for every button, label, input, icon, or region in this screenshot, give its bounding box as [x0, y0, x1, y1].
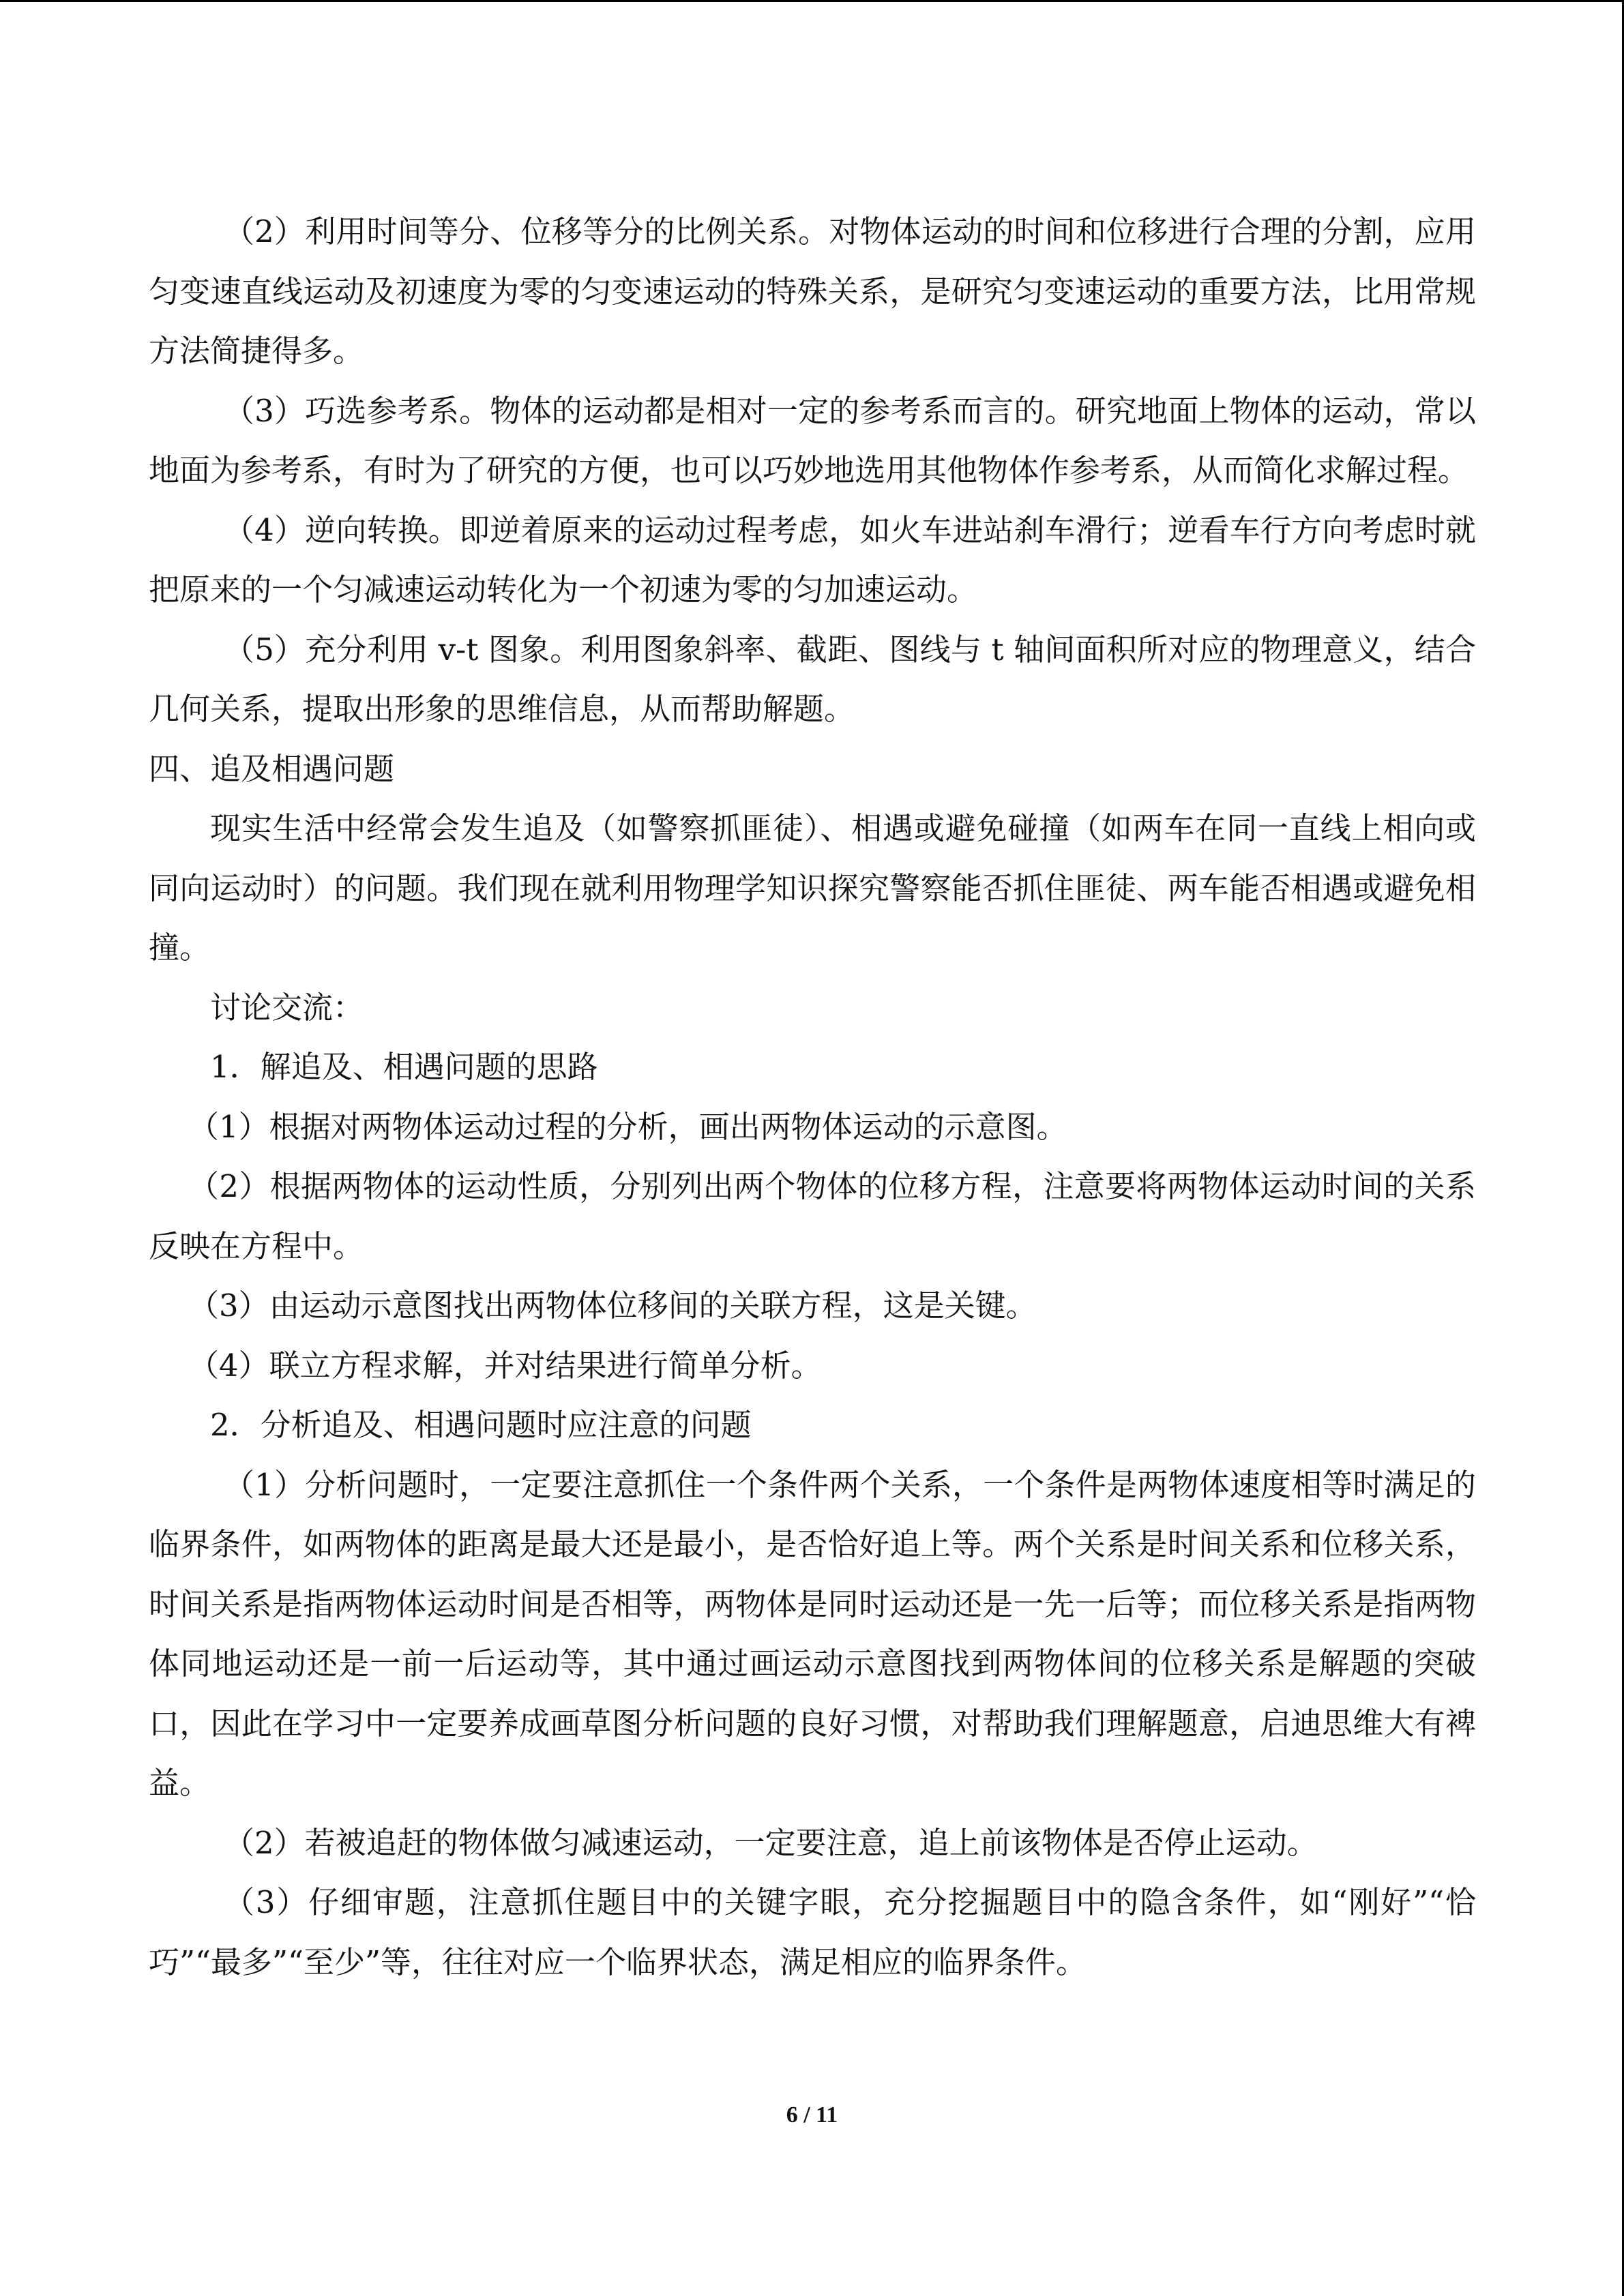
paragraph-discussion-label: 讨论交流： [210, 989, 364, 1026]
paragraph-method-3: （3）巧选参考系。物体的运动都是相对一定的参考系而言的。研究地面上物体的运动，常以地面为参考系，有时为了研究的方便，也可以巧妙地选用其他物体作参考系，从而简化求解过程。 [149, 392, 1476, 488]
page-number: 6 / 11 [786, 2102, 838, 2128]
paragraph-step-3: （3）由运动示意图找出两物体位移间的关联方程，这是关键。 [188, 1287, 1037, 1324]
paragraph-step-1: （1）根据对两物体运动过程的分析，画出两物体运动的示意图。 [188, 1108, 1067, 1145]
paragraph-intro: 现实生活中经常会发生追及（如警察抓匪徒）、相遇或避免碰撞（如两车在同一直线上相向或同向运动时）的问题。我们现在就利用物理学知识探究警察能否抓住匪徒、两车能否相遇或避免相撞。 [149, 810, 1476, 966]
paragraph-step-4: （4）联立方程求解，并对结果进行简单分析。 [188, 1347, 822, 1384]
section-heading-chase-meet: 四、追及相遇问题 [149, 750, 395, 787]
paragraph-method-4: （4）逆向转换。即逆着原来的运动过程考虑，如火车进站刹车滑行；逆看车行方向考虑时就把原来的一个匀减速运动转化为一个初速为零的匀加速运动。 [149, 511, 1476, 608]
subheading-approach: 1．解追及、相遇问题的思路 [210, 1049, 598, 1085]
subheading-notes: 2．分析追及、相遇问题时应注意的问题 [210, 1407, 752, 1443]
paragraph-method-2: （2）利用时间等分、位移等分的比例关系。对物体运动的时间和位移进行合理的分割，应用匀变速直线运动及初速度为零的匀变速运动的特殊关系，是研究匀变速运动的重要方法，比用常规方法简捷得多。 [149, 213, 1476, 369]
page-border-top [0, 0, 1624, 2]
paragraph-note-3: （3）仔细审题，注意抓住题目中的关键字眼，充分挖掘题目中的隐含条件，如“刚好”“恰巧”“最多”“至少”等，往往对应一个临界状态，满足相应的临界条件。 [149, 1884, 1476, 1980]
paragraph-step-2: （2）根据两物体的运动性质，分别列出两个物体的位移方程，注意要将两物体运动时间的关系反映在方程中。 [149, 1168, 1476, 1264]
document-body [149, 202, 1476, 1992]
paragraph-note-2: （2）若被追赶的物体做匀减速运动，一定要注意，追上前该物体是否停止运动。 [224, 1824, 1318, 1861]
paragraph-note-1: （1）分析问题时，一定要注意抓住一个条件两个关系，一个条件是两物体速度相等时满足的临界条件，如两物体的距离是最大还是最小，是否恰好追上等。两个关系是时间关系和位移关系，时间关系是指两物体运动时间是否相等，两物体是同时运动还是一先一后等；而位移关系是指两物体同地运动还是一前一后运动等，其中通过画运动示意图找到两物体间的位移关系是解题的突破口，因此在学习中一定要养成画草图分析问题的良好习惯，对帮助我们理解题意，启迪思维大有裨益。 [149, 1466, 1476, 1801]
paragraph-method-5: （5）充分利用 v-t 图象。利用图象斜率、截距、图线与 t 轴间面积所对应的物理意义，结合几何关系，提取出形象的思维信息，从而帮助解题。 [149, 631, 1476, 727]
